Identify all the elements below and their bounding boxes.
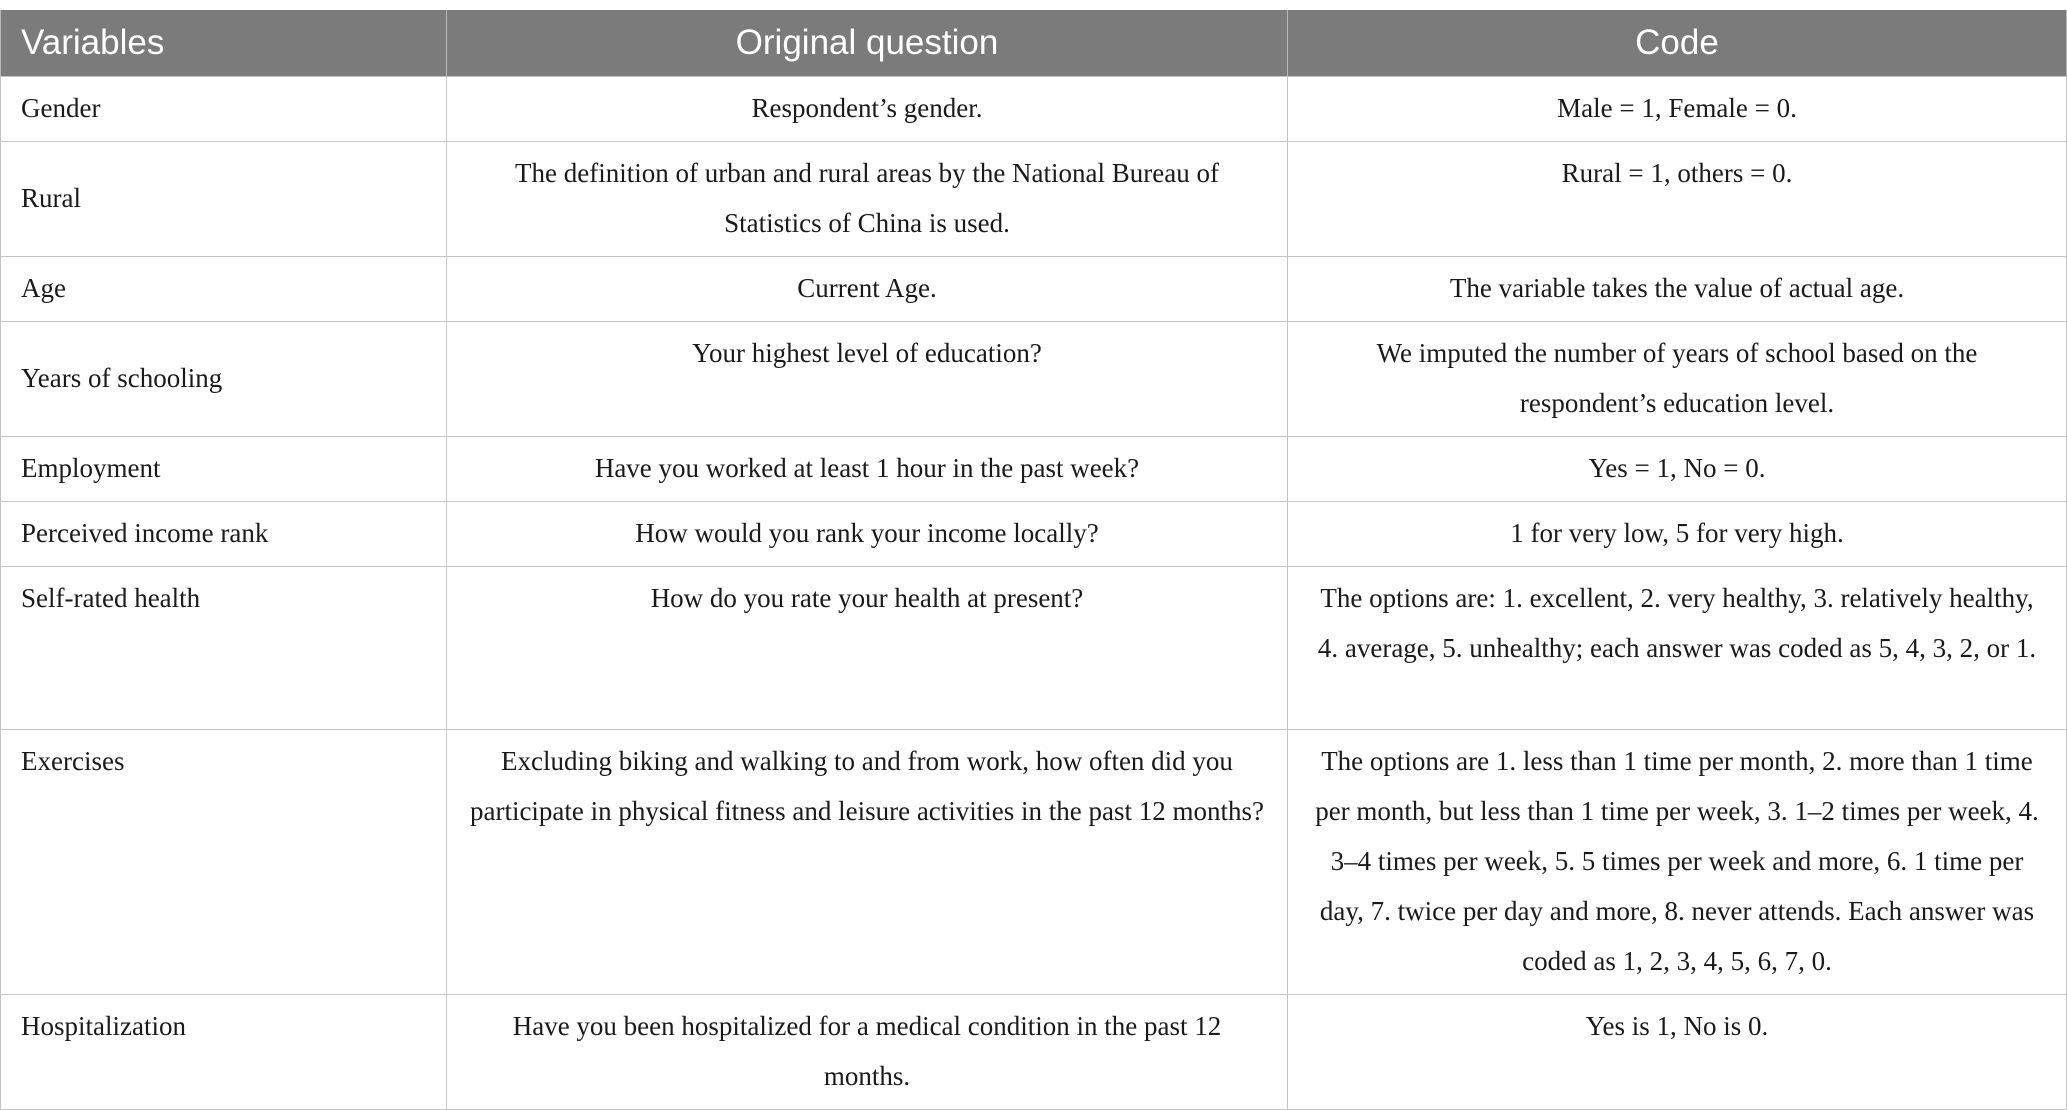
- table-header: [1, 10, 2067, 77]
- variable-cell: Perceived income rank: [1, 502, 447, 567]
- question-cell: Have you worked at least 1 hour in the past week?: [447, 437, 1288, 502]
- table-row: [1, 77, 2067, 142]
- question-cell: Excluding biking and walking to and from work, how often did you participate in physical fitness and leisure activities in the past 12 months?: [447, 730, 1288, 995]
- variable-cell: Self-rated health: [1, 567, 447, 730]
- variable-cell: Rural: [1, 142, 447, 257]
- variable-cell: Years of schooling: [1, 322, 447, 437]
- table-row: [1, 730, 2067, 995]
- header-row: [1, 10, 2067, 77]
- table-row: [1, 322, 2067, 437]
- code-cell: The options are 1. less than 1 time per month, 2. more than 1 time per month, but less than 1 time per week, 3. 1–2 times per week, 4. 3–4 times per week, 5. 5 times per week and more, 6. 1 time per day, 7. twice per day and more, 8. never attends. Each answer was coded as 1, 2, 3, 4, 5, 6, 7, 0.: [1288, 730, 2067, 995]
- code-cell: 1 for very low, 5 for very high.: [1288, 502, 2067, 567]
- header-variables: Variables: [1, 10, 447, 77]
- code-cell: Male = 1, Female = 0.: [1288, 77, 2067, 142]
- question-cell: Have you been hospitalized for a medical condition in the past 12 months.: [447, 995, 1288, 1110]
- header-code: Code: [1288, 10, 2067, 77]
- variables-table-container: [0, 10, 2066, 1110]
- table-row: [1, 567, 2067, 730]
- question-cell: The definition of urban and rural areas by the National Bureau of Statistics of China is used.: [447, 142, 1288, 257]
- code-cell: The variable takes the value of actual age.: [1288, 257, 2067, 322]
- table-row: [1, 142, 2067, 257]
- variable-cell: Employment: [1, 437, 447, 502]
- variable-cell: Gender: [1, 77, 447, 142]
- header-original-question: Original question: [447, 10, 1288, 77]
- question-cell: Respondent’s gender.: [447, 77, 1288, 142]
- code-cell: Yes = 1, No = 0.: [1288, 437, 2067, 502]
- table-row: [1, 257, 2067, 322]
- variable-cell: Age: [1, 257, 447, 322]
- code-cell: The options are: 1. excellent, 2. very healthy, 3. relatively healthy, 4. average, 5. unhealthy; each answer was coded as 5, 4, 3, 2, or 1.: [1288, 567, 2067, 730]
- code-cell: Rural = 1, others = 0.: [1288, 142, 2067, 257]
- question-cell: Your highest level of education?: [447, 322, 1288, 437]
- variable-cell: Exercises: [1, 730, 447, 995]
- variables-table: [0, 10, 2067, 1110]
- code-cell: We imputed the number of years of school based on the respondent’s education level.: [1288, 322, 2067, 437]
- table-row: [1, 502, 2067, 567]
- question-cell: How do you rate your health at present?: [447, 567, 1288, 730]
- table-row: [1, 995, 2067, 1110]
- question-cell: How would you rank your income locally?: [447, 502, 1288, 567]
- variable-cell: Hospitalization: [1, 995, 447, 1110]
- question-cell: Current Age.: [447, 257, 1288, 322]
- table-row: [1, 437, 2067, 502]
- code-cell: Yes is 1, No is 0.: [1288, 995, 2067, 1110]
- table-body: [1, 77, 2067, 1110]
